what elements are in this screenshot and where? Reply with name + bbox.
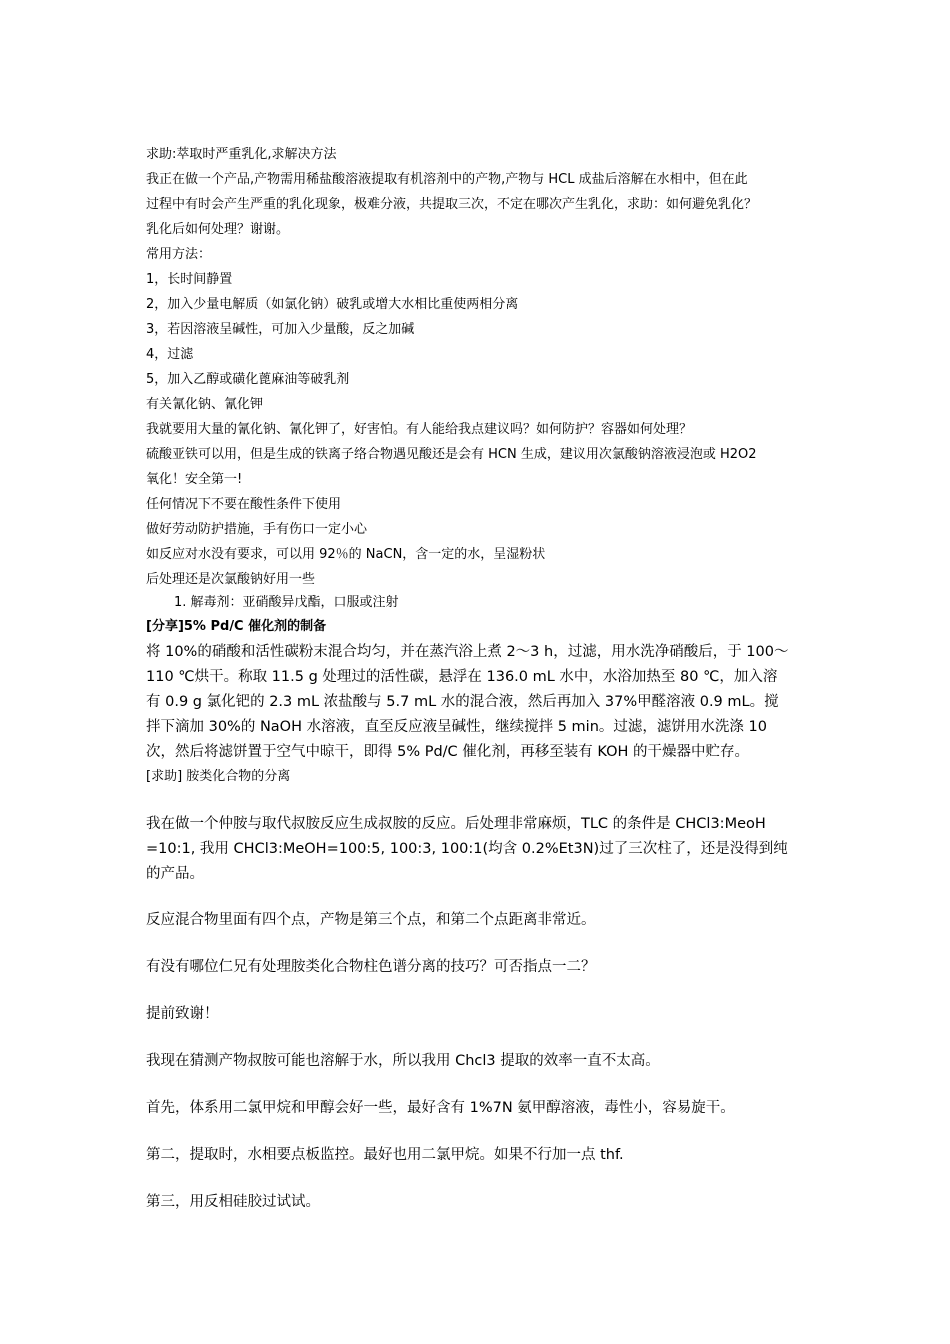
text-line: 我正在做一个产品,产物需用稀盐酸溶液提取有机溶剂中的产物,产物与 HCL 成盐后溶解在水相中，但在此	[146, 172, 748, 187]
text-line: 拌下滴加 30%的 NaOH 水溶液，直至反应液呈碱性，继续搅拌 5 min。过滤，滤饼用水洗涤 10	[146, 719, 767, 735]
text-line: 氧化！安全第一!	[146, 472, 243, 487]
text-line: 我就要用大量的氰化钠、氰化钾了，好害怕。有人能给我点建议吗？如何防护？容器如何处理？	[146, 422, 693, 437]
text-line: 110 ℃烘干。称取 11.5 g 处理过的活性碳，悬浮在 136.0 mL 水中，水浴加热至 80 ℃，加入溶	[146, 669, 778, 685]
text-line: 过程中有时会产生严重的乳化现象，极难分液，共提取三次，不定在哪次产生乳化，求助：如何避免乳化？	[146, 197, 758, 212]
text-line: 乳化后如何处理？谢谢。	[146, 222, 290, 237]
text-line: 有没有哪位仁兄有处理胺类化合物柱色谱分离的技巧？可否指点一二？	[146, 959, 596, 975]
section-title-pdc: [分享]5% Pd/C 催化剂的制备	[146, 619, 327, 634]
list-item: 4，过滤	[146, 347, 194, 362]
text-line: 第三，用反相硅胶过试试。	[146, 1194, 320, 1210]
list-item: 1，长时间静置	[146, 272, 233, 287]
text-line: 提前致谢！	[146, 1006, 219, 1022]
text-line: 做好劳动防护措施，手有伤口一定小心	[146, 522, 368, 537]
text-line: 我在做一个仲胺与取代叔胺反应生成叔胺的反应。后处理非常麻烦，TLC 的条件是 CHCl3:MeoH	[146, 816, 766, 832]
text-line: 反应混合物里面有四个点，产物是第三个点，和第二个点距离非常近。	[146, 912, 596, 928]
text-line: 将 10%的硝酸和活性碳粉末混合均匀，并在蒸汽浴上煮 2～3 h，过滤，用水洗净硝酸后，于 100～	[146, 644, 789, 660]
section-title-emulsion: 求助:萃取时严重乳化,求解决方法	[146, 147, 337, 162]
list-item: 2，加入少量电解质（如氯化钠）破乳或增大水相比重使两相分离	[146, 297, 519, 312]
section-title-amine: [求助] 胺类化合物的分离	[146, 769, 291, 784]
list-item: 3，若因溶液呈碱性，可加入少量酸，反之加碱	[146, 322, 415, 337]
list-item-antidote: 1. 解毒剂：亚硝酸异戊酯，口服或注射	[174, 595, 399, 610]
text-line: 如反应对水没有要求，可以用 92％的 NaCN，含一定的水，呈湿粉状	[146, 547, 546, 562]
text-line: 任何情况下不要在酸性条件下使用	[146, 497, 342, 512]
text-line: 硫酸亚铁可以用，但是生成的铁离子络合物遇见酸还是会有 HCN 生成，建议用次氯酸钠溶液浸泡或 H2O2	[146, 447, 757, 462]
text-line: 次，然后将滤饼置于空气中晾干，即得 5% Pd/C 催化剂，再移至装有 KOH 的干燥器中贮存。	[146, 744, 750, 760]
text-line: 我现在猜测产物叔胺可能也溶解于水，所以我用 Chcl3 提取的效率一直不太高。	[146, 1053, 660, 1069]
text-line: 后处理还是次氯酸钠好用一些	[146, 572, 316, 587]
text-line: 有 0.9 g 氯化钯的 2.3 mL 浓盐酸与 5.7 mL 水的混合液，然后再加入 37%甲醛溶液 0.9 mL。搅	[146, 694, 779, 710]
text-line: 常用方法：	[146, 247, 212, 262]
text-line: 的产品。	[146, 866, 204, 882]
text-line: 第二，提取时，水相要点板监控。最好也用二氯甲烷。如果不行加一点 thf.	[146, 1147, 624, 1163]
text-line: =10:1, 我用 CHCl3:MeOH=100:5, 100:3, 100:1(均含 0.2%Et3N)过了三次柱了，还是没得到纯	[146, 841, 788, 857]
section-title-cyanide: 有关氰化钠、氰化钾	[146, 397, 264, 412]
text-line: 首先，体系用二氯甲烷和甲醇会好一些，最好含有 1%7N 氨甲醇溶液，毒性小，容易旋干。	[146, 1100, 735, 1116]
list-item: 5，加入乙醇或磺化蓖麻油等破乳剂	[146, 372, 350, 387]
